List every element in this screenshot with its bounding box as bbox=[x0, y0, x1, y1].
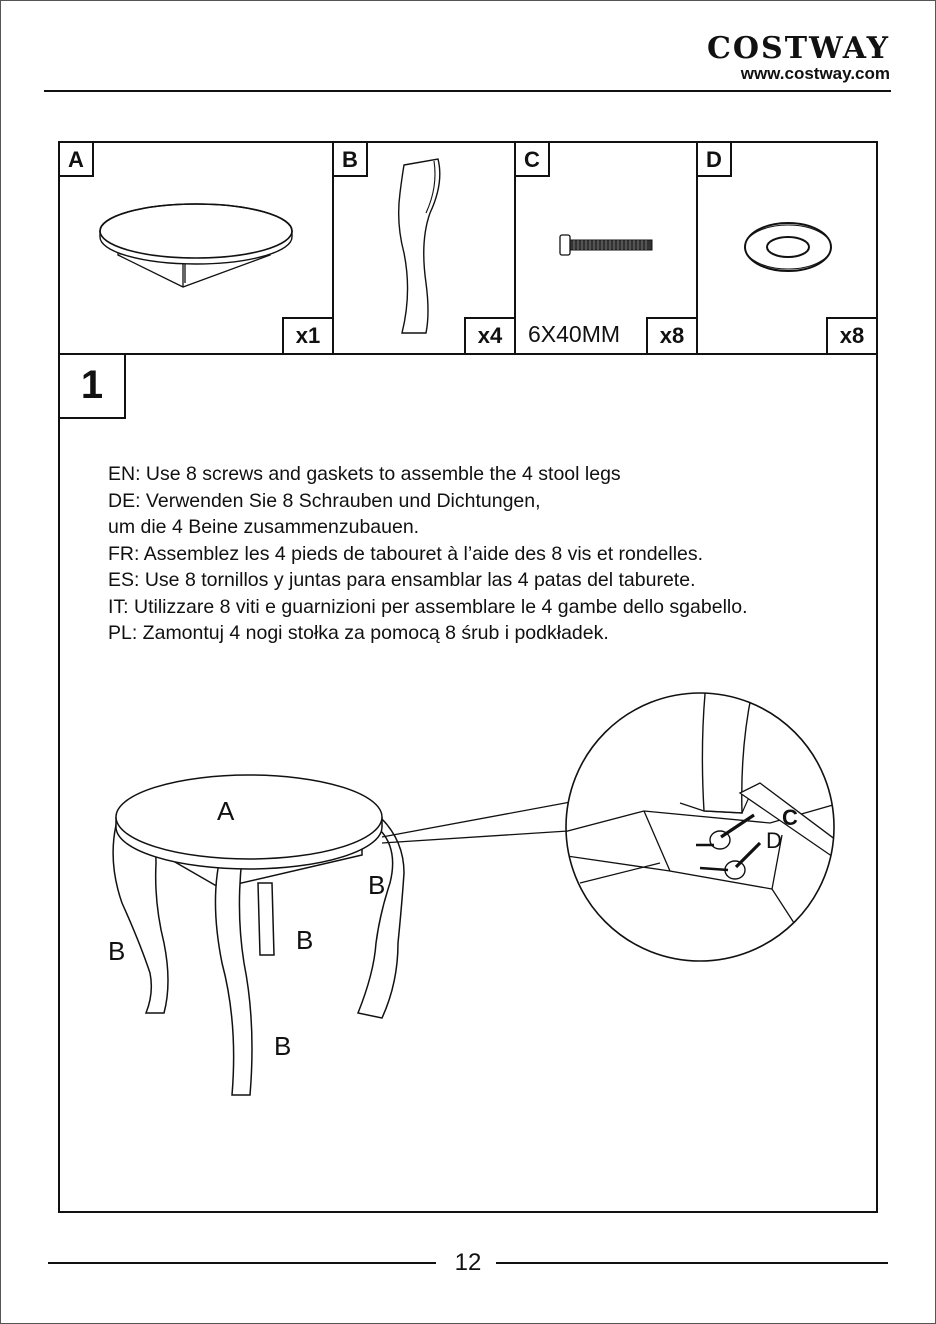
step-number: 1 bbox=[60, 353, 126, 419]
assembled-stool bbox=[113, 775, 404, 1095]
instruction-it: IT: Utilizzare 8 viti e guarnizioni per assemblare le 4 gambe dello sgabello. bbox=[108, 595, 748, 618]
zoom-detail bbox=[560, 683, 840, 973]
label-leg-right-b: B bbox=[368, 870, 386, 900]
header-rule bbox=[44, 90, 891, 92]
zoom-leader-bottom bbox=[382, 831, 568, 843]
page-number: 12 bbox=[454, 1249, 482, 1276]
costway-logo: COSTWAY bbox=[707, 31, 890, 66]
instruction-de-2: um die 4 Beine zusammenzubauen. bbox=[108, 516, 420, 538]
part-a-letter: A bbox=[60, 143, 94, 177]
zoom-leader-top bbox=[382, 801, 576, 837]
label-washer-d: D bbox=[766, 828, 782, 853]
label-leg-back-b: B bbox=[296, 925, 314, 955]
part-c-qty: x8 bbox=[646, 317, 696, 353]
part-b-qty: x4 bbox=[464, 317, 514, 353]
instruction-pl: PL: Zamontuj 4 nogi stołka za pomocą 8 śrub i podkładek. bbox=[108, 622, 609, 644]
part-d-qty: x8 bbox=[826, 317, 876, 353]
label-top-a: A bbox=[217, 796, 235, 826]
part-b-letter: B bbox=[334, 143, 368, 177]
instruction-es: ES: Use 8 tornillos y juntas para ensamblar las 4 patas del taburete. bbox=[108, 569, 696, 591]
part-a-qty: x1 bbox=[282, 317, 332, 353]
instruction-fr: FR: Assemblez les 4 pieds de tabouret à l’aide des 8 vis et rondelles. bbox=[108, 542, 704, 565]
label-leg-front-b: B bbox=[274, 1031, 292, 1061]
part-c-size: 6X40MM bbox=[528, 321, 621, 347]
stool-leg-back bbox=[258, 883, 274, 955]
instruction-de-1: DE: Verwenden Sie 8 Schrauben und Dichtungen, bbox=[108, 489, 541, 512]
brand-header bbox=[707, 31, 890, 84]
label-leg-left-b: B bbox=[108, 936, 126, 966]
assembly-diagram bbox=[60, 143, 876, 1211]
part-d-letter: D bbox=[698, 143, 732, 177]
stool-leg-front bbox=[215, 858, 252, 1095]
brand-url: www.costway.com bbox=[740, 64, 890, 83]
footer-rule-right bbox=[496, 1262, 888, 1264]
stool-top bbox=[116, 775, 382, 859]
part-c-letter: C bbox=[516, 143, 550, 177]
instruction-en: EN: Use 8 screws and gaskets to assemble the 4 stool legs bbox=[108, 463, 621, 485]
label-screw-c: C bbox=[782, 805, 798, 830]
footer-rule-left bbox=[48, 1262, 436, 1264]
instruction-frame bbox=[58, 141, 878, 1213]
